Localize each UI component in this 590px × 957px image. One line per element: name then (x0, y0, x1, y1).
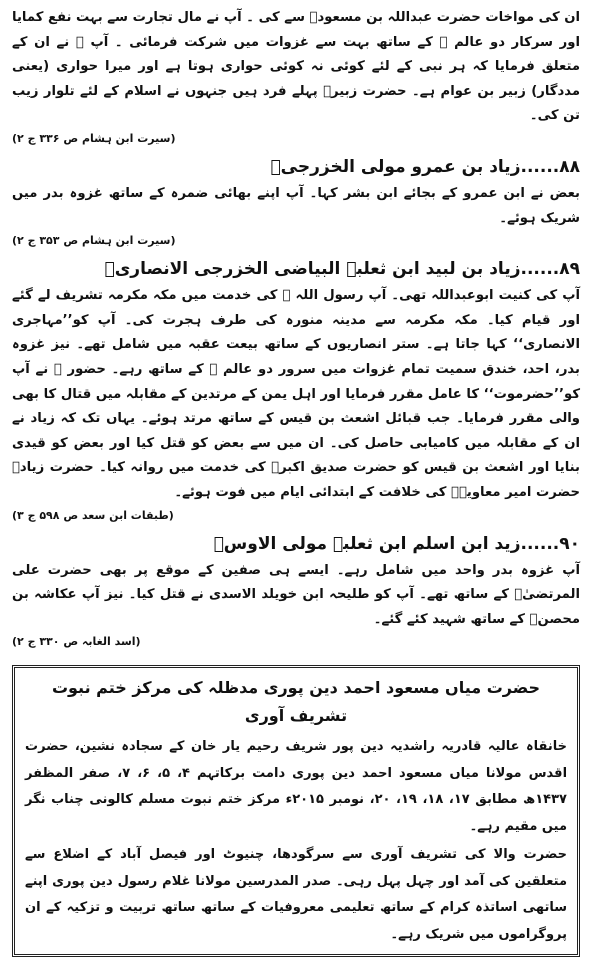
intro-paragraph: ان کی مواخات حضرت عبداللہ بن مسعودؓ سے کی ۔ آپ نے مال تجارت سے بہت نفع کمایا اور سرکار دو عالم ﷺ کے ساتھ بہت سے غزوات میں شرکت فرمائی ۔ آپ ﷺ نے ان کے متعلق فرمایا کہ ہر نبی کے لئے کوئی نہ کوئی حواری ہوتا ہے اور میرا حواری (یعنی مددگار) زبیر بن عوام ہے۔ حضرت زبیرؓ پہلے فرد ہیں جنہوں نے اسلام کے لئے تلوار زیب تن کی۔ (12, 10, 580, 124)
notice-paragraph: حضرت والا کی تشریف آوری سے سرگودھا، چنیوٹ اور فیصل آباد کے اضلاع سے متعلقین کی آمد اور چہل پہل رہی۔ صدر المدرسین مولانا غلام رسول دین پوری اپنے ساتھی اساتذہ کرام کے ساتھ تعلیمی معروفیات کے ساتھ ساتھ تربیت و تزکیہ کے ان پروگراموں میں شریک رہے۔ (25, 847, 567, 942)
section-body: بعض نے ابن عمرو کے بجائے ابن بشر کہا۔ آپ اپنے بھائی ضمرہ کے ساتھ غزوہ بدر میں شریک ہوئے۔ (12, 185, 580, 226)
section-body: آپ کی کنیت ابوعبداللہ تھی۔ آپ رسول اللہ ﷺ کی خدمت میں مکہ مکرمہ تشریف لے گئے اور قیام کیا۔ مکہ مکرمہ سے مدینہ منورہ کی طرف ہجرت کی۔ آپ کو’’مہاجری الانصاری‘‘ کہا جاتا ہے۔ ستر انصاریوں کے ساتھ بیعت عقبہ میں شامل تھے۔ نیز غزوہ بدر، احد، خندق سمیت تمام غزوات میں سرور دو عالم ﷺ کے ساتھ رہے۔ حضور ﷺ نے آپ کو’’حضرموت‘‘ کا عامل مقرر فرمایا اور اہل یمن کے مرتدین کے مقابلہ میں قتال کا بھی والی مقرر فرمایا۔ جب قبائل اشعث بن قیس کے ساتھ مرتد ہوئے۔ یہاں تک کہ زیاد نے ان کے مقابلہ میں کامیابی حاصل کی۔ ان میں سے بعض کو قتل کیا اور بعض کو قیدی بنایا اور اشعث بن قیس کو حضرت صدیق اکبرؓ کی خدمت میں روانہ کیا۔ حضرت زیادؓ حضرت امیر معاویہؓ کی خلافت کے ابتدائی ایام میں فوت ہوئے۔ (12, 288, 580, 500)
section-citation: (سیرت ابن ہشام ص ۳۵۳ ج ۲) (12, 234, 176, 248)
section-89 (12, 254, 580, 524)
section-citation: (اسد الغابہ ص ۳۳۰ ج ۲) (12, 635, 141, 649)
section-citation: (طبقات ابن سعد ص ۵۹۸ ج ۳) (12, 508, 174, 522)
notice-paragraph: خانقاہ عالیہ قادریہ راشدیہ دین پور شریف رحیم یار خان کے سجادہ نشین، حضرت اقدس مولانا میاں مسعود احمد دین پوری دامت برکاتہم ۴، ۵، ۶، ۷، صفر المظفر ۱۴۳۷ھ مطابق ۱۷، ۱۸، ۱۹، ۲۰، نومبر ۲۰۱۵ء مرکز ختم نبوت مسلم کالونی چناب نگر میں مقیم رہے۔ (25, 739, 568, 834)
notice-box (12, 665, 580, 957)
section-88 (12, 152, 580, 250)
intro-citation: (سیرت ابن ہشام ص ۳۳۶ ج ۲) (12, 131, 176, 145)
section-90 (12, 529, 580, 652)
section-heading: ۸۹......زیاد بن لبید ابن ثعلبہ البیاضی الخزرجی الانصاریؓ (104, 259, 580, 280)
section-body: آپ غزوہ بدر واحد میں شامل رہے۔ ایسے ہی صفین کے موقع پر بھی حضرت علی المرتضیٰؓ کے ساتھ تھے۔ آپ کو طلیحہ ابن خویلد الاسدی نے قتل کیا۔ نیز آپ عکاشہ بن محصنؓ کے ساتھ شہید کئے گئے۔ (12, 562, 580, 627)
section-heading: ۸۸......زیاد بن عمرو مولی الخزرجیؓ (270, 156, 580, 177)
section-heading: ۹۰......زید ابن اسلم ابن ثعلبہ مولی الاوسؓ (213, 533, 580, 554)
notice-title: حضرت میاں مسعود احمد دین پوری مدظلہ کی مرکز ختم نبوت تشریف آوری (51, 678, 541, 726)
